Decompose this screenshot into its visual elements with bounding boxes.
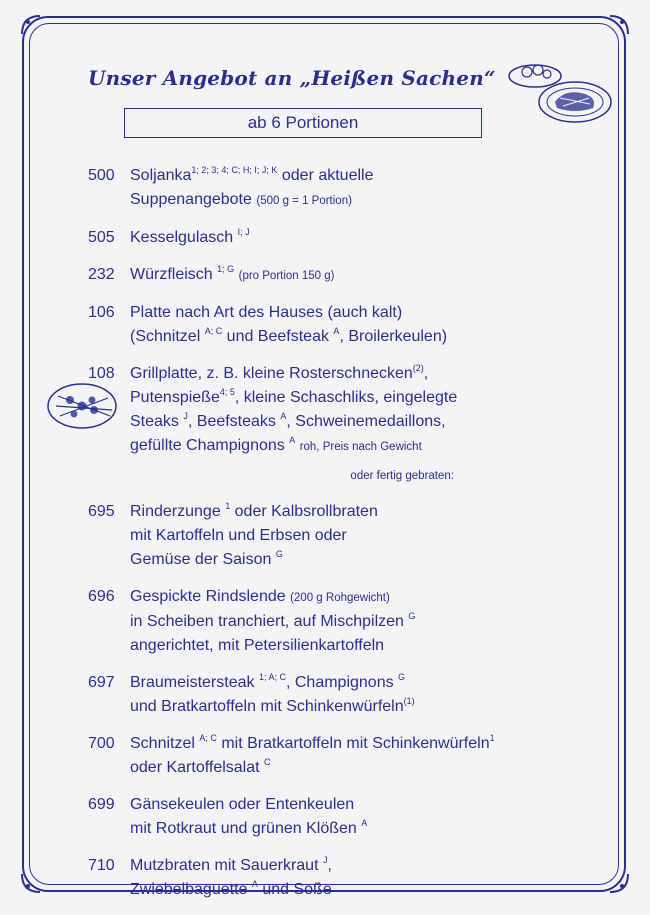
page-title: Unser Angebot an „Heißen Sachen“ xyxy=(88,66,496,90)
item-text: , Schweinemedaillons, xyxy=(286,413,446,430)
item-text: angerichtet, mit Petersilienkartoffeln xyxy=(130,637,385,654)
allergen-code: J xyxy=(322,854,328,865)
allergen-code: (1) xyxy=(403,695,415,706)
item-text: Suppenangebote xyxy=(130,191,252,208)
allergen-code: A; C xyxy=(199,732,217,743)
item-text: oder aktuelle xyxy=(277,167,374,184)
corner-ornament-icon xyxy=(20,872,42,894)
allergen-code: A xyxy=(333,325,340,336)
food-dish-icon xyxy=(505,58,615,126)
item-text: , xyxy=(327,857,332,874)
item-text: , xyxy=(423,365,429,382)
item-text: und Soße xyxy=(257,881,332,898)
item-text: mit Rotkraut und grünen Klößen xyxy=(130,820,357,837)
item-text: Rinderzunge xyxy=(130,503,221,520)
item-text: , Broilerkeulen) xyxy=(339,328,448,345)
allergen-code: 1 xyxy=(225,500,231,511)
allergen-code: 1; G xyxy=(217,263,235,274)
item-text: und Beefsteak xyxy=(222,328,329,345)
item-text: Steaks xyxy=(130,413,179,430)
allergen-code: (2) xyxy=(412,362,424,373)
menu-item xyxy=(88,500,608,572)
menu-item xyxy=(88,301,608,349)
item-text: Würzfleisch xyxy=(130,266,213,283)
menu-item xyxy=(88,362,608,487)
item-number: 232 xyxy=(88,266,115,283)
item-note: (500 g = 1 Portion) xyxy=(256,195,352,207)
allergen-code: J xyxy=(183,410,188,421)
item-text: gefüllte Champignons xyxy=(130,437,285,454)
menu-item xyxy=(88,263,608,288)
allergen-code: I; J xyxy=(237,226,250,237)
item-number: 500 xyxy=(88,167,115,184)
item-number: 108 xyxy=(88,365,115,382)
item-text: , kleine Schaschliks, eingelegte xyxy=(234,389,458,406)
item-text: Platte nach Art des Hauses (auch kalt) xyxy=(130,304,403,321)
allergen-code: A xyxy=(280,410,287,421)
item-number: 106 xyxy=(88,304,115,321)
item-text: Kesselgulasch xyxy=(130,229,234,246)
corner-ornament-icon xyxy=(608,872,630,894)
item-number: 710 xyxy=(88,857,115,874)
allergen-code: G xyxy=(398,671,406,682)
allergen-code: C xyxy=(264,756,271,767)
item-text: und Bratkartoffeln mit Schinkenwürfeln xyxy=(130,698,404,715)
item-number: 700 xyxy=(88,735,115,752)
menu-item xyxy=(88,671,608,719)
item-note: (pro Portion 150 g) xyxy=(238,270,335,282)
menu-list xyxy=(88,164,608,915)
item-text: mit Kartoffeln und Erbsen oder xyxy=(130,527,347,544)
item-text: Grillplatte, z. B. kleine Rosterschnecken xyxy=(130,365,413,382)
item-text: in Scheiben tranchiert, auf Mischpilzen xyxy=(130,613,404,630)
item-number: 696 xyxy=(88,588,115,605)
item-text: , Champignons xyxy=(285,674,394,691)
allergen-code: 1 xyxy=(489,732,495,743)
allergen-code: G xyxy=(408,610,416,621)
allergen-code: A xyxy=(289,434,296,445)
menu-item xyxy=(88,854,608,902)
item-note: (200 g Rohgewicht) xyxy=(290,592,390,604)
item-text: oder Kalbsrollbraten xyxy=(230,503,378,520)
item-text: Soljanka xyxy=(130,167,192,184)
allergen-code: 4; 5 xyxy=(219,386,235,397)
allergen-code: A; C xyxy=(204,325,223,336)
item-text: Mutzbraten mit Sauerkraut xyxy=(130,857,319,874)
allergen-code: 1; A; C xyxy=(258,671,286,682)
item-text: oder Kartoffelsalat xyxy=(130,759,260,776)
item-number: 697 xyxy=(88,674,115,691)
item-number: 699 xyxy=(88,796,115,813)
item-text: Gespickte Rindslende xyxy=(130,588,286,605)
allergen-code: A xyxy=(251,878,258,889)
allergen-code: 1; 2; 3; 4; C; H; I; J; K xyxy=(191,164,278,175)
item-text: Schnitzel xyxy=(130,735,195,752)
item-text: Putenspieße xyxy=(130,389,220,406)
corner-ornament-icon xyxy=(20,14,42,36)
item-note: oder fertig gebraten: xyxy=(350,470,454,482)
item-text: Gänsekeulen oder Entenkeulen xyxy=(130,796,355,813)
item-text: Zwiebelbaguette xyxy=(130,881,248,898)
item-number: 695 xyxy=(88,503,115,520)
item-text: Gemüse der Saison xyxy=(130,551,272,568)
item-number: 505 xyxy=(88,229,115,246)
item-text: mit Bratkartoffeln mit Schinkenwürfeln xyxy=(216,735,490,752)
corner-ornament-icon xyxy=(608,14,630,36)
menu-item xyxy=(88,585,608,658)
allergen-code: G xyxy=(275,548,283,559)
portion-box: ab 6 Portionen xyxy=(124,108,482,138)
item-note: roh, Preis nach Gewicht xyxy=(299,441,422,453)
item-text: Braumeistersteak xyxy=(130,674,255,691)
item-text: , Beefsteaks xyxy=(187,413,276,430)
menu-item xyxy=(88,732,608,780)
menu-item xyxy=(88,793,608,841)
allergen-code: A xyxy=(361,817,368,828)
menu-item xyxy=(88,164,608,213)
menu-item xyxy=(88,226,608,250)
item-text: (Schnitzel xyxy=(130,328,201,345)
